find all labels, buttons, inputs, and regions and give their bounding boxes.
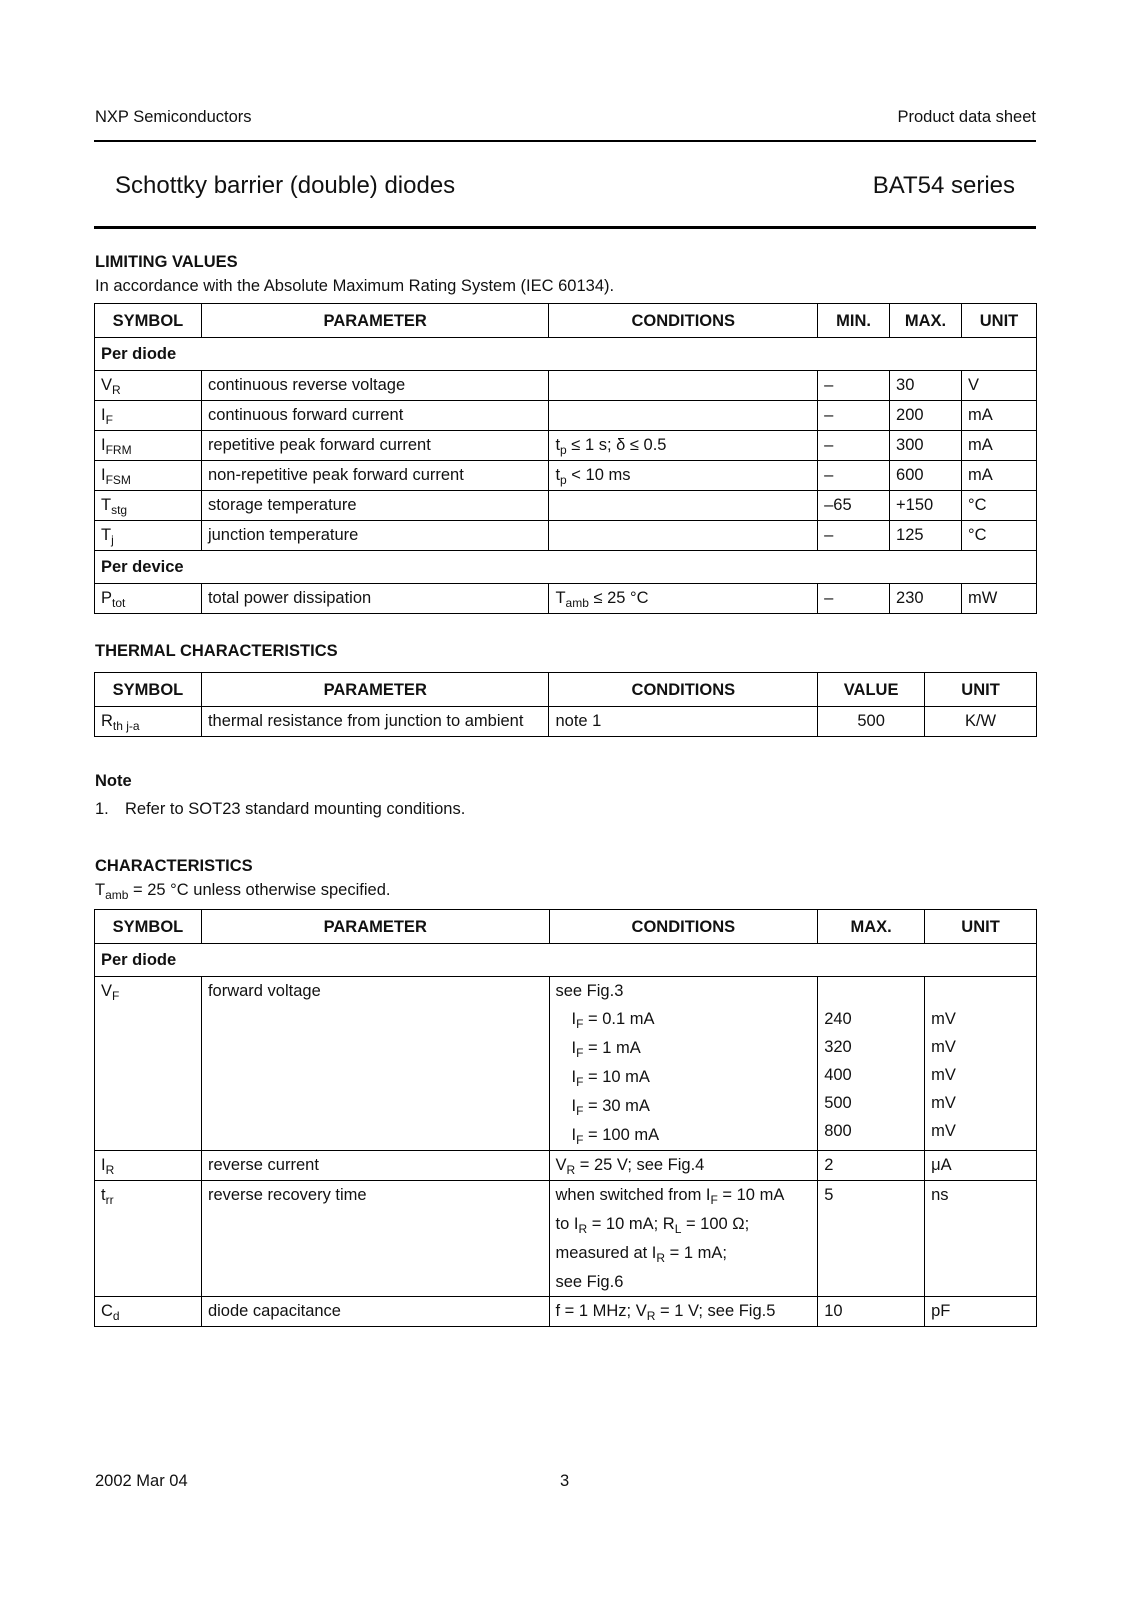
column-header: MAX. <box>890 304 962 338</box>
conditions-cell: $T_{amb} \le 25$ °C <box>549 584 818 614</box>
note-number: 1. <box>95 800 109 818</box>
condition-line: $I_F = 10$ mA <box>571 1068 650 1089</box>
table-row <box>95 1151 1037 1181</box>
part-number: BAT54 series <box>872 172 1015 199</box>
conditions-cell <box>549 371 818 401</box>
column-header: PARAMETER <box>201 304 549 338</box>
table-row <box>95 431 1037 461</box>
condition-line: when switched from $I_F = 10$ mA <box>555 1186 785 1207</box>
footer-date: 2002 Mar 04 <box>95 1472 188 1490</box>
table-row <box>95 401 1037 431</box>
group-label: Per diode <box>95 338 1037 371</box>
column-header: VALUE <box>818 673 925 707</box>
min-cell: – <box>818 584 890 614</box>
column-header: MIN. <box>818 304 890 338</box>
column-header: CONDITIONS <box>549 304 818 338</box>
symbol-cell: $I_R$ <box>95 1151 202 1181</box>
symbol-cell: $I_{FRM}$ <box>95 431 202 461</box>
column-header: UNIT <box>925 673 1037 707</box>
symbol-cell: $V_F$ <box>95 977 202 1151</box>
table-row <box>95 491 1037 521</box>
table-row <box>95 707 1037 737</box>
unit-cell: °C <box>962 521 1037 551</box>
header-rule <box>94 140 1036 142</box>
parameter-cell: continuous reverse voltage <box>201 371 549 401</box>
unit-cell: V <box>962 371 1037 401</box>
unit-cell: pF <box>925 1297 1037 1327</box>
table-header-row <box>95 910 1037 944</box>
group-row <box>95 944 1037 977</box>
condition-line: measured at $I_R = 1$ mA; <box>555 1244 727 1265</box>
unit-cell: mA <box>962 461 1037 491</box>
min-cell: – <box>818 401 890 431</box>
page-number: 3 <box>560 1472 570 1490</box>
column-header: SYMBOL <box>95 673 202 707</box>
min-cell: – <box>818 371 890 401</box>
document-type: Product data sheet <box>897 108 1036 126</box>
table-row <box>95 1181 1037 1297</box>
table-header-row <box>95 673 1037 707</box>
min-cell: –65 <box>818 491 890 521</box>
group-row <box>95 551 1037 584</box>
condition-line: $I_F = 100$ mA <box>571 1126 660 1147</box>
parameter-cell: forward voltage <box>201 977 549 1151</box>
unit-cell: mW <box>962 584 1037 614</box>
value-cell: 500 <box>818 707 925 737</box>
conditions-cell <box>549 977 818 1151</box>
thermal-heading: THERMAL CHARACTERISTICS <box>95 642 338 660</box>
table-row <box>95 371 1037 401</box>
limiting-values-heading: LIMITING VALUES <box>95 253 238 271</box>
note-item <box>95 800 465 819</box>
column-header: UNIT <box>962 304 1037 338</box>
parameter-cell: thermal resistance from junction to ambient <box>201 707 549 737</box>
table-row <box>95 461 1037 491</box>
table-row <box>95 584 1037 614</box>
column-header: CONDITIONS <box>549 673 818 707</box>
condition-line: see Fig.3 <box>555 982 624 1000</box>
group-row <box>95 338 1037 371</box>
symbol-cell: $T_j$ <box>95 521 202 551</box>
parameter-cell: repetitive peak forward current <box>201 431 549 461</box>
symbol-cell: $I_{FSM}$ <box>95 461 202 491</box>
min-cell: – <box>818 431 890 461</box>
symbol-cell: $T_{stg}$ <box>95 491 202 521</box>
max-cell: 200 <box>890 401 962 431</box>
max-cell: 125 <box>890 521 962 551</box>
characteristics-heading: CHARACTERISTICS <box>95 857 253 875</box>
conditions-cell <box>549 1181 818 1297</box>
parameter-cell: total power dissipation <box>201 584 549 614</box>
parameter-cell: reverse current <box>201 1151 549 1181</box>
max-cell: 600 <box>890 461 962 491</box>
conditions-cell: $V_R = 25$ V; see Fig.4 <box>549 1151 818 1181</box>
conditions-cell <box>549 491 818 521</box>
symbol-cell: $P_{tot}$ <box>95 584 202 614</box>
symbol-cell: $I_F$ <box>95 401 202 431</box>
unit-cell: °C <box>962 491 1037 521</box>
unit-cell: mA <box>962 431 1037 461</box>
parameter-cell: diode capacitance <box>201 1297 549 1327</box>
limiting-values-table <box>94 303 1037 614</box>
table-row <box>95 977 1037 1151</box>
column-header: CONDITIONS <box>549 910 818 944</box>
limiting-values-subtitle: In accordance with the Absolute Maximum Rating System (IEC 60134). <box>95 277 615 295</box>
characteristics-table <box>94 909 1037 1327</box>
note-text: Refer to SOT23 standard mounting conditions. <box>125 800 466 818</box>
conditions-cell: $t_p < 10$ ms <box>549 461 818 491</box>
conditions-cell <box>549 401 818 431</box>
max-cell: +150 <box>890 491 962 521</box>
max-cell: 2 <box>818 1151 925 1181</box>
parameter-cell: non-repetitive peak forward current <box>201 461 549 491</box>
characteristics-subtitle: $T_{amb} = 25$ °C unless otherwise specified. <box>95 881 391 902</box>
unit-cell: mA <box>962 401 1037 431</box>
unit-cell: K/W <box>925 707 1037 737</box>
column-header: SYMBOL <box>95 304 202 338</box>
parameter-cell: continuous forward current <box>201 401 549 431</box>
title-rule <box>94 226 1036 229</box>
condition-line: see Fig.6 <box>555 1273 624 1291</box>
conditions-cell: $t_p \le 1$ s; δ ≤ 0.5 <box>549 431 818 461</box>
table-header-row <box>95 304 1037 338</box>
parameter-cell: reverse recovery time <box>201 1181 549 1297</box>
max-cell: 240 320 400 500 800 <box>818 977 925 1151</box>
condition-line: to $I_R = 10$ mA; $R_L = 100$ Ω; <box>555 1215 750 1236</box>
conditions-cell: note 1 <box>549 707 818 737</box>
column-header: UNIT <box>925 910 1037 944</box>
max-cell: 300 <box>890 431 962 461</box>
condition-line: $I_F = 1$ mA <box>571 1039 641 1060</box>
thermal-table <box>94 672 1037 737</box>
symbol-cell: $t_{rr}$ <box>95 1181 202 1297</box>
symbol-cell: $R_{th j-a}$ <box>95 707 202 737</box>
symbol-cell: $C_d$ <box>95 1297 202 1327</box>
table-row <box>95 1297 1037 1327</box>
unit-cell: μA <box>925 1151 1037 1181</box>
min-cell: – <box>818 461 890 491</box>
column-header: MAX. <box>818 910 925 944</box>
group-label: Per diode <box>95 944 1037 977</box>
company-name: NXP Semiconductors <box>95 108 252 126</box>
table-row <box>95 521 1037 551</box>
max-cell: 30 <box>890 371 962 401</box>
min-cell: – <box>818 521 890 551</box>
group-label: Per device <box>95 551 1037 584</box>
condition-line: $I_F = 30$ mA <box>571 1097 650 1118</box>
unit-cell: ns <box>925 1181 1037 1297</box>
max-cell: 230 <box>890 584 962 614</box>
parameter-cell: storage temperature <box>201 491 549 521</box>
max-cell: 5 <box>818 1181 925 1297</box>
max-cell: 10 <box>818 1297 925 1327</box>
column-header: PARAMETER <box>201 910 549 944</box>
condition-line: $I_F = 0.1$ mA <box>571 1010 655 1031</box>
unit-cell: mV mV mV mV mV <box>925 977 1037 1151</box>
conditions-cell: f = 1 MHz; $V_R = 1$ V; see Fig.5 <box>549 1297 818 1327</box>
parameter-cell: junction temperature <box>201 521 549 551</box>
document-title: Schottky barrier (double) diodes <box>115 172 456 199</box>
note-heading: Note <box>95 772 132 790</box>
column-header: PARAMETER <box>201 673 549 707</box>
symbol-cell: $V_R$ <box>95 371 202 401</box>
conditions-cell <box>549 521 818 551</box>
column-header: SYMBOL <box>95 910 202 944</box>
